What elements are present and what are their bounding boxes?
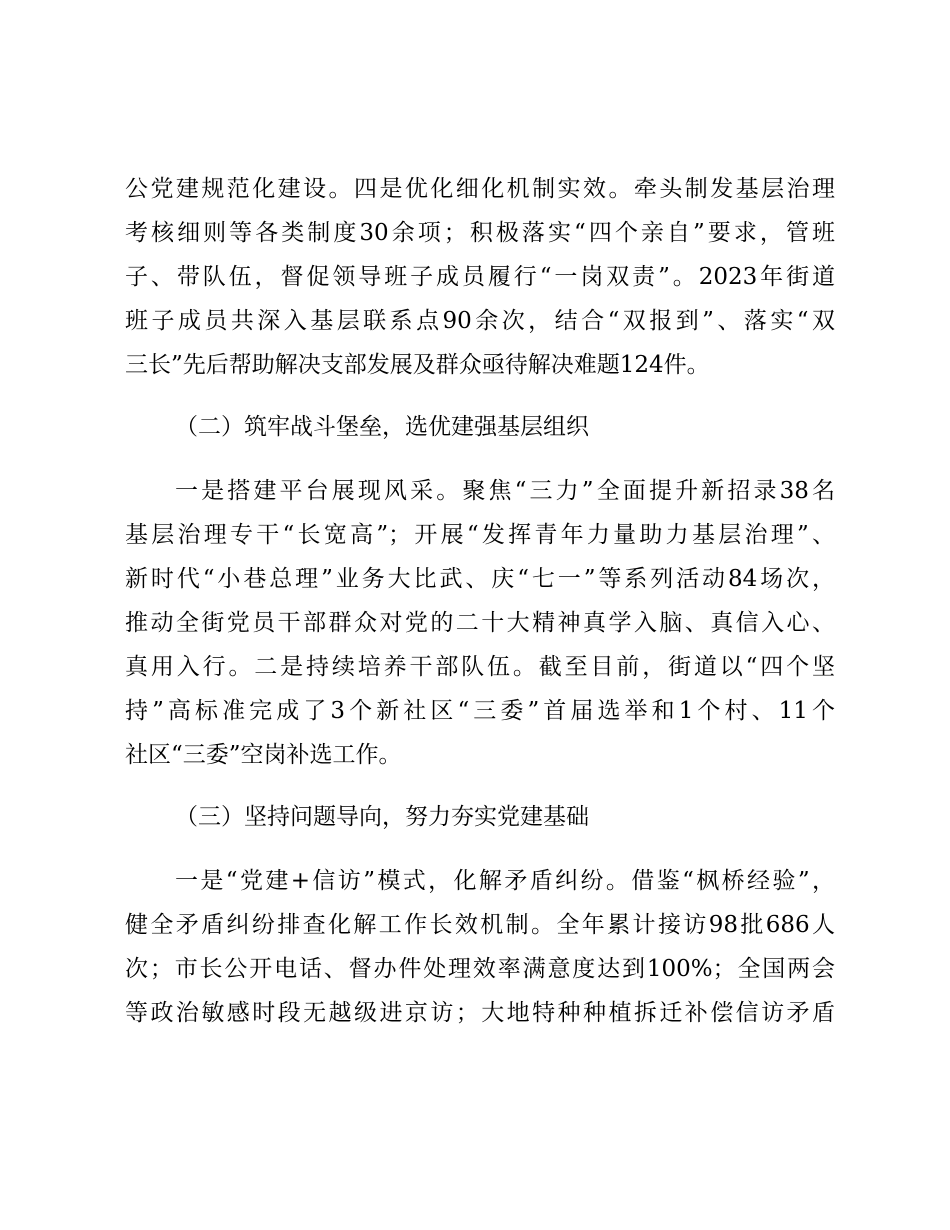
paragraph-2-line-5: 真用入行。二是持续培养干部队伍。截至目前，街道以“四个坚 [125, 654, 835, 680]
paragraph-3-line-3: 次；市长公开电话、督办件处理效率满意度达到100%；全国两会 [125, 956, 835, 982]
paragraph-1-line-1: 公党建规范化建设。四是优化细化机制实效。牵头制发基层治理 [125, 176, 835, 202]
paragraph-1-line-5: 三长”先后帮助解决支部发展及群众亟待解决难题124件。 [125, 352, 710, 378]
paragraph-2-line-7: 社区“三委”空岗补选工作。 [125, 742, 402, 768]
paragraph-1-line-2: 考核细则等各类制度30余项；积极落实“四个亲自”要求，管班 [125, 220, 835, 246]
paragraph-2-line-6: 持”高标准完成了3个新社区“三委”首届选举和1个村、11个 [125, 698, 835, 724]
paragraph-1-line-4: 班子成员共深入基层联系点90余次，结合“双报到”、落实“双 [125, 308, 835, 334]
paragraph-1-line-3: 子、带队伍，督促领导班子成员履行“一岗双责”。2023年街道 [125, 264, 835, 290]
paragraph-2-line-4: 推动全街党员干部群众对党的二十大精神真学入脑、真信入心、 [125, 610, 835, 636]
paragraph-3-line-4: 等政治敏感时段无越级进京访；大地特种种植拆迁补偿信访矛盾 [125, 1000, 835, 1026]
paragraph-3-line-2: 健全矛盾纠纷排查化解工作长效机制。全年累计接访98批686人 [125, 912, 835, 938]
paragraph-3-line-1: 一是“党建+信访”模式，化解矛盾纠纷。借鉴“枫桥经验”， [175, 868, 835, 894]
paragraph-2-line-1: 一是搭建平台展现风采。聚焦“三力”全面提升新招录38名 [175, 478, 835, 504]
section-heading-2: （二）筑牢战斗堡垒，选优建强基层组织 [175, 414, 589, 440]
paragraph-2-line-2: 基层治理专干“长宽高”；开展“发挥青年力量助力基层治理”、 [125, 522, 835, 548]
section-heading-3: （三）坚持问题导向，努力夯实党建基础 [175, 804, 589, 830]
paragraph-2-line-3: 新时代“小巷总理”业务大比武、庆“七一”等系列活动84场次， [125, 566, 835, 592]
